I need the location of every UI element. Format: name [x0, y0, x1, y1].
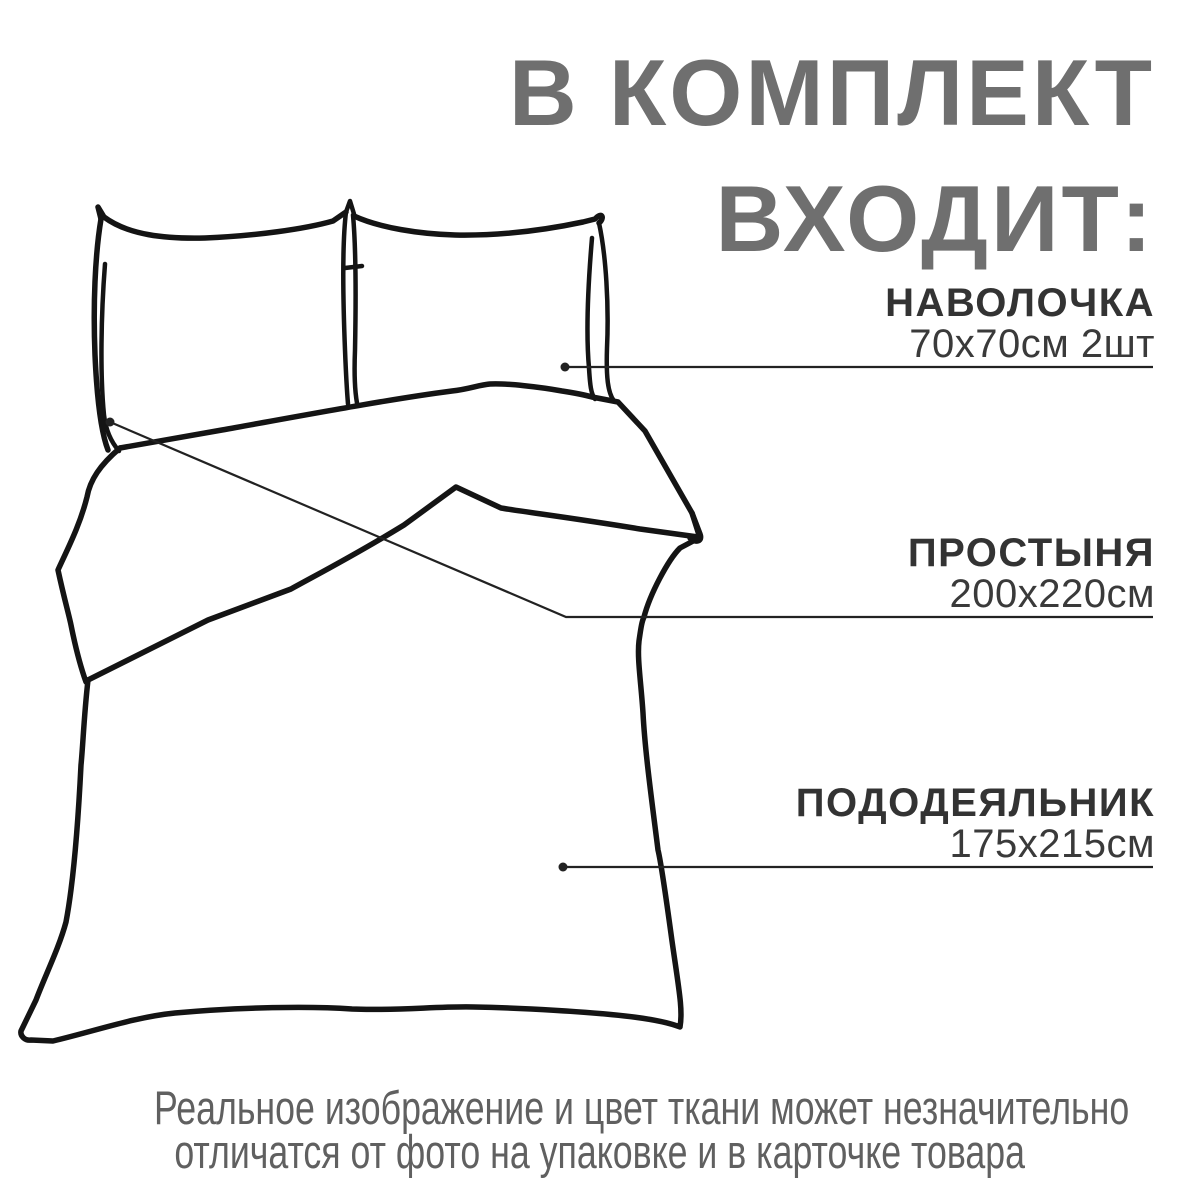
disclaimer-line1: Реальное изображение и цвет ткани может незначительно: [153, 1081, 1130, 1134]
label-pillowcase-size: 70х70см 2шт: [909, 322, 1155, 366]
sheet-outline: [58, 384, 699, 682]
label-sheet: [908, 532, 1155, 614]
label-pillowcase-name: НАВОЛОЧКА: [885, 281, 1155, 325]
label-sheet-size: 200х220см: [949, 572, 1155, 616]
duvet-outline: [21, 487, 701, 1041]
label-pillowcase: [885, 282, 1155, 364]
page-title: [509, 30, 1155, 282]
page-title-line1: В КОМПЛЕКТ: [508, 40, 1155, 145]
disclaimer-line2: отличатся от фото на упаковке и в карточке товара: [174, 1125, 1026, 1178]
label-duvet-cover-size: 175х215см: [949, 822, 1155, 866]
label-duvet-cover: [796, 782, 1155, 864]
label-sheet-name: ПРОСТЫНЯ: [907, 531, 1155, 575]
page-title-line2: ВХОДИТ:: [715, 166, 1155, 271]
disclaimer-text: [0, 1081, 1200, 1178]
label-duvet-cover-name: ПОДОДЕЯЛЬНИК: [795, 781, 1155, 825]
